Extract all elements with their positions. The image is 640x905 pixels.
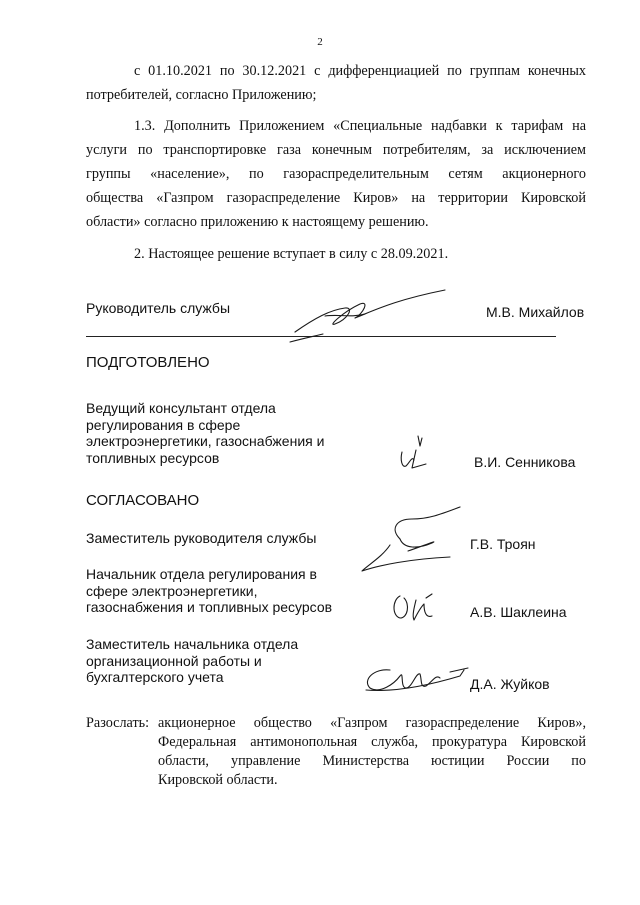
- paragraph-2-line-1: 1.3. Дополнить Приложением «Специальные надбавки к тарифам на: [134, 118, 586, 134]
- paragraph-2-line-3: группы «население», по газораспределительным сетям акционерного: [86, 166, 586, 182]
- prepared-name: В.И. Сенникова: [474, 454, 576, 470]
- prepared-heading: ПОДГОТОВЛЕНО: [86, 354, 210, 371]
- page-number: 2: [317, 36, 323, 48]
- agreed-signer-3-position: [86, 636, 298, 686]
- agreed-signer-3-name: Д.А. Жуйков: [470, 676, 550, 692]
- distribution-line-1: акционерное общество «Газпром газораспределение Киров»,: [158, 715, 586, 731]
- agreed-signer-2-position-line: Начальник отдела регулирования в: [86, 566, 317, 582]
- distribution-line-3: области, управление Министерства юстиции России по: [158, 753, 586, 769]
- head-title: Руководитель службы: [86, 300, 231, 316]
- agreed-signer-2-position: [86, 566, 332, 616]
- paragraph-1-line-2: потребителей, согласно Приложению;: [86, 87, 317, 103]
- head-signature: [285, 288, 455, 348]
- head-name: М.В. Михайлов: [486, 304, 585, 320]
- distribution-line-2: Федеральная антимонопольная служба, прокуратура Кировской: [158, 734, 586, 750]
- paragraph-3: 2. Настоящее решение вступает в силу с 28.09.2021.: [134, 246, 449, 262]
- paragraph-2-line-2: услуги по транспортировке газа конечным потребителям, за исключением: [86, 142, 586, 158]
- agreed-signer-3-position-line: организационной работы и: [86, 652, 262, 669]
- prepared-position-line: топливных ресурсов: [86, 449, 220, 466]
- paragraph-2-line-4: общества «Газпром газораспределение Киров» на территории Кировской: [86, 190, 586, 206]
- agreed-signer-2-position-line: сфере электроэнергетики,: [86, 582, 258, 599]
- agreed-signer-1-position: Заместитель руководителя службы: [86, 530, 317, 546]
- paragraph-2-line-5: области» согласно приложению к настоящему решению.: [86, 214, 429, 230]
- distribution-line-4: Кировской области.: [158, 772, 278, 788]
- agreed-signer-1-name: Г.В. Троян: [470, 536, 536, 552]
- agreed-signer-1-signature: [360, 505, 470, 575]
- prepared-position-line: регулирования в сфере: [86, 416, 241, 433]
- prepared-position-line: электроэнергетики, газоснабжения и: [86, 433, 325, 449]
- agreed-signer-3-signature: [360, 662, 472, 702]
- prepared-position: [86, 400, 324, 466]
- agreed-signer-3-position-line: Заместитель начальника отдела: [86, 636, 299, 652]
- prepared-signature: [398, 432, 438, 472]
- distribution-label: Разослать:: [86, 715, 150, 731]
- agreed-signer-2-position-line: газоснабжения и топливных ресурсов: [86, 599, 333, 615]
- agreed-signer-2-name: А.В. Шаклеина: [470, 604, 567, 620]
- agreed-signer-2-signature: [390, 592, 450, 632]
- paragraph-1-line-1: с 01.10.2021 по 30.12.2021 с дифференциацией по группам конечных: [134, 63, 586, 79]
- agreed-heading: СОГЛАСОВАНО: [86, 492, 200, 509]
- agreed-signer-3-position-line: бухгалтерского учета: [86, 669, 224, 685]
- prepared-position-line: Ведущий консультант отдела: [86, 400, 276, 416]
